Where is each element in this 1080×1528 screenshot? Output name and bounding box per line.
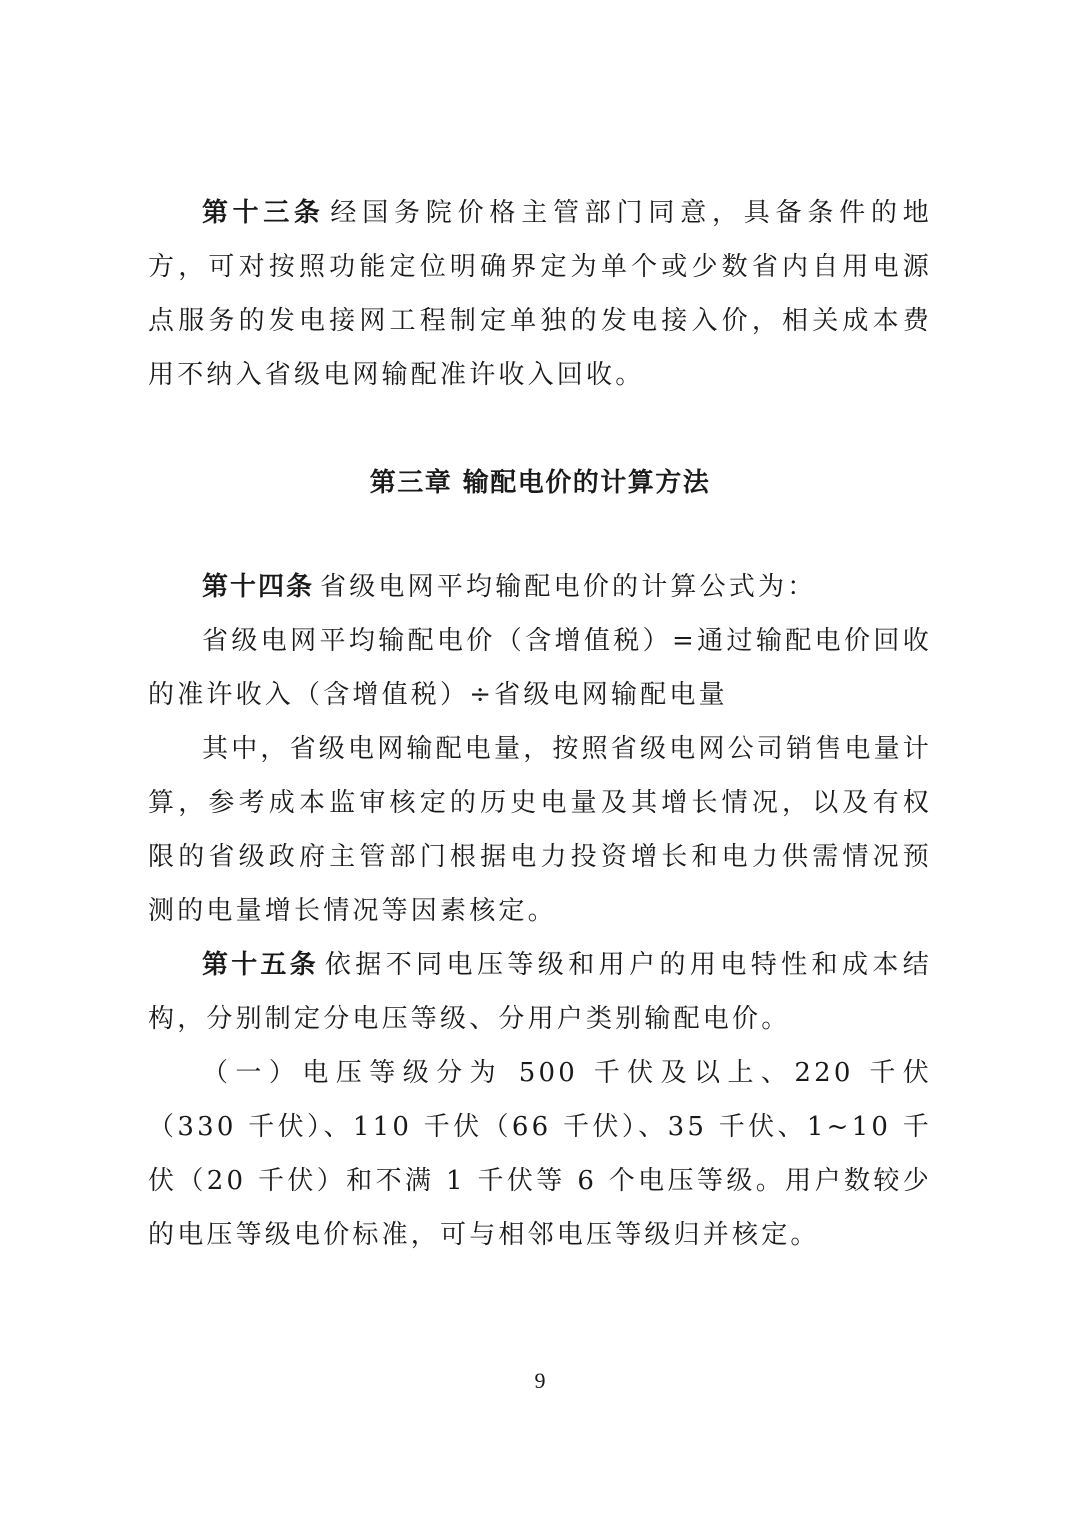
article-15-paragraph xyxy=(148,938,932,1046)
article-14-paragraph xyxy=(148,560,932,614)
article-14-explanation: 其中，省级电网输配电量，按照省级电网公司销售电量计算，参考成本监审核定的历史电量及其增长情况，以及有权限的省级政府主管部门根据电力投资增长和电力供需情况预测的电量增长情况等因素核定。 xyxy=(148,734,933,926)
article-14-text: 省级电网平均输配电价的计算公式为： xyxy=(320,572,817,602)
article-13-label: 第十三条 xyxy=(202,198,325,228)
article-15-text: 依据不同电压等级和用户的用电特性和成本结构，分别制定分电压等级、分用户类别输配电价。 xyxy=(148,950,932,1034)
chapter-title: 第三章 输配电价的计算方法 xyxy=(369,468,711,498)
article-13-text: 经国务院价格主管部门同意，具备条件的地方，可对按照功能定位明确界定为单个或少数省内自用电源点服务的发电接网工程制定单独的发电接入价，相关成本费用不纳入省级电网输配准许收入回收。 xyxy=(148,198,932,390)
article-15-label: 第十五条 xyxy=(202,950,319,980)
article-14-formula: 省级电网平均输配电价（含增值税）=通过输配电价回收的准许收入（含增值税）÷省级电网输配电量 xyxy=(148,626,932,710)
article-13-paragraph xyxy=(148,186,932,402)
article-14-15-section xyxy=(148,560,932,1262)
article-14-label: 第十四条 xyxy=(202,572,315,602)
article-13-section xyxy=(148,186,932,402)
page-number: 9 xyxy=(534,1368,546,1393)
article-15-item-1: （一）电压等级分为 500 千伏及以上、220 千伏（330 千伏）、110 千伏（66 千伏）、35 千伏、1~10 千伏（20 千伏）和不满 1 千伏等 6 个电压等级。用户数较少的电压等级电价标准，可与相邻电压等级归并核定。 xyxy=(148,1058,932,1250)
